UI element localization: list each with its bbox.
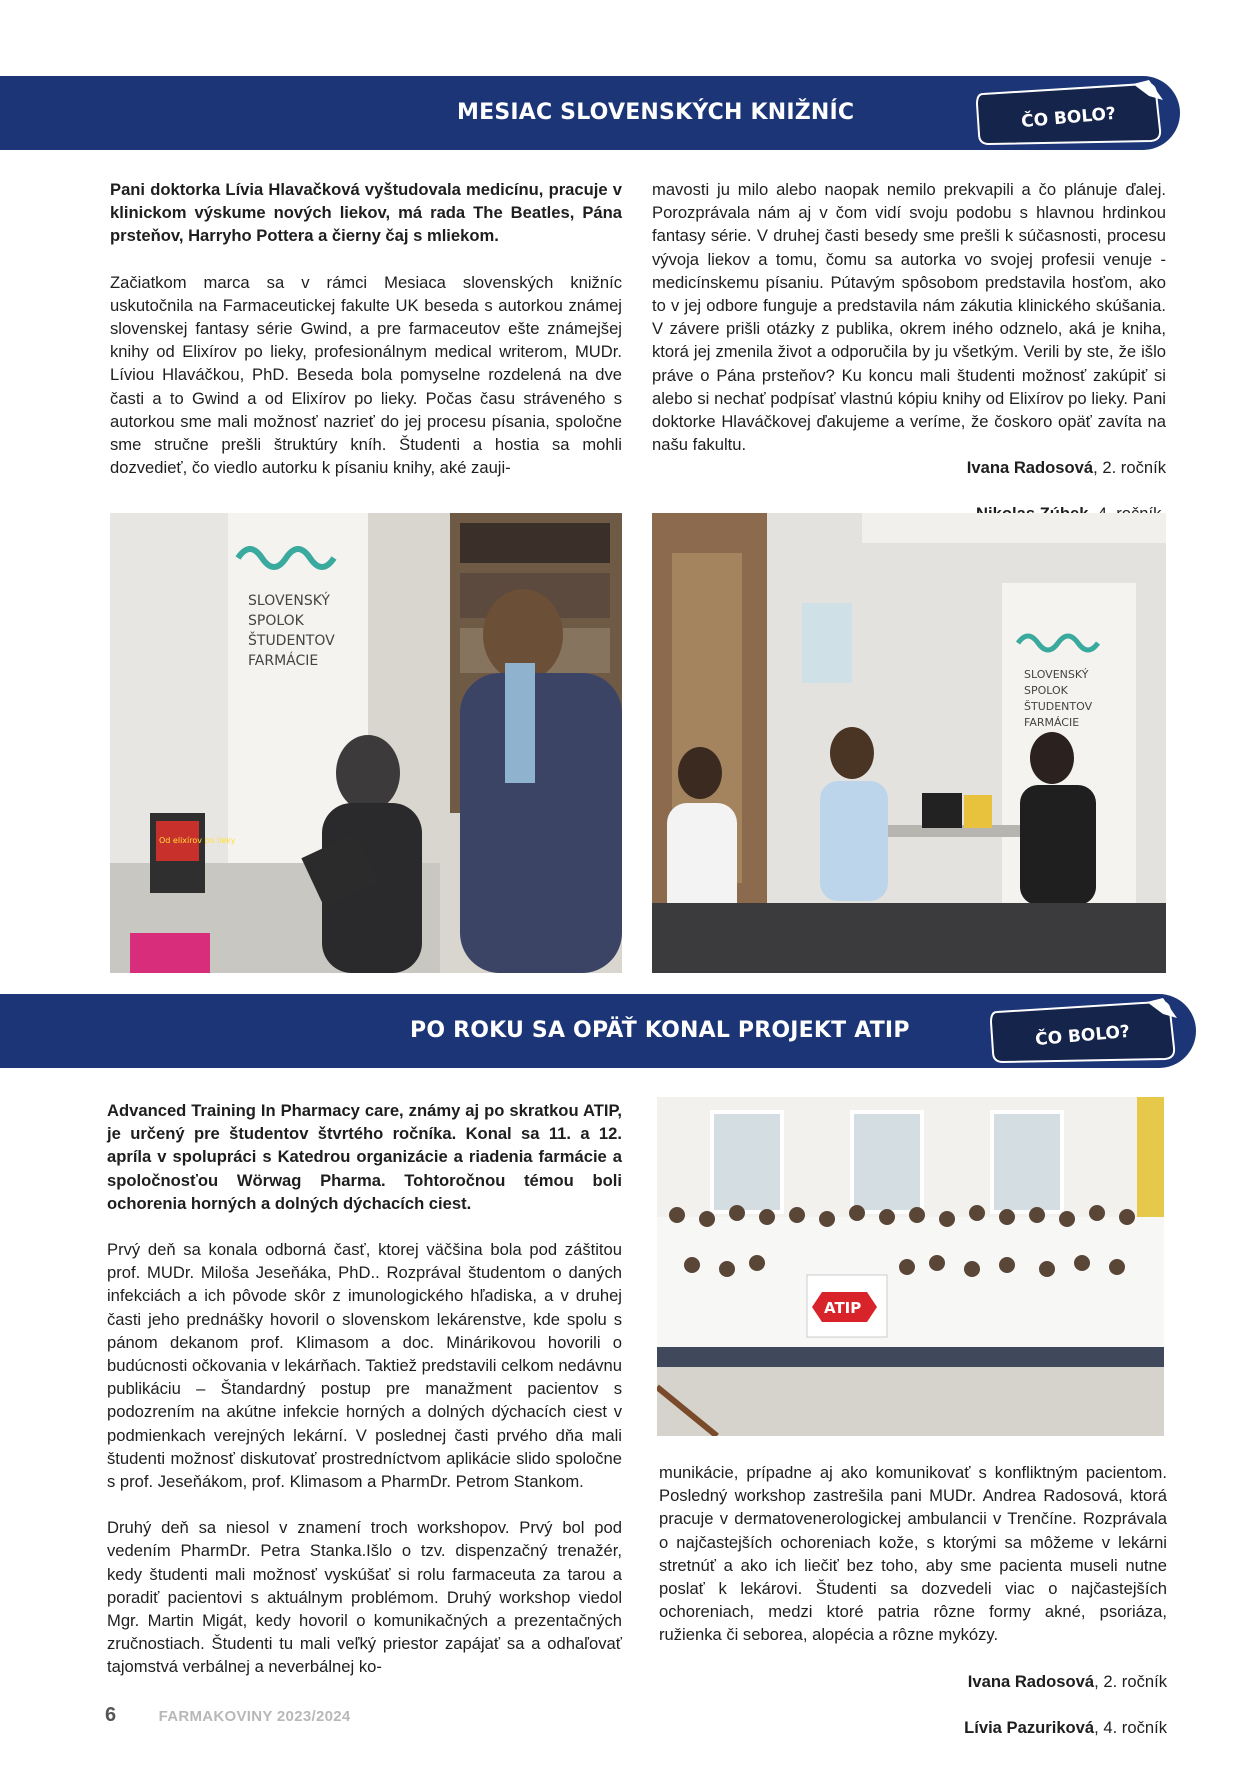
photo-discussion xyxy=(652,513,1166,973)
article1-body-right: mavosti ju milo alebo naopak nemilo prekvapili a čo plánuje ďalej. Porozprávala nám aj v čom vidí svoju podobu s hlavnou hrdinkou fantasy série. V druhej časti besedy sme prešli k súčasnosti, procesu vývoja liekov a tomu, čomu sa autorka vo svojej profesii venuje - medicínskemu písaniu. Pútavým spôsobom predstavila hosťom, ako to v jej odbore funguje a predstavila nám zákutia klinického skúšania. V závere prišli otázky z publika, okrem iného odznelo, aká je kniha, ktorá jej zmenila život a odporučila by ju všetkým. Verili by ste, že išlo práve o Pána prsteňov? Ku koncu mali študenti možnosť zakúpiť si alebo si nechať podpísať vlastnú kópiu knihy od Elixírov po lieky. Pani doktorke Hlaváčkovej ďakujeme a veríme, že čoskoro opäť zavíta na našu fakultu. xyxy=(652,180,1166,455)
article2-lead: Advanced Training In Pharmacy care, známy aj po skratkou ATIP, je určený pre študentov štvrtého ročníka. Konal sa 11. a 12. apríla v spolupráci s Katedrou organizácie a riadenia farmácie a spoločnosťou Wörwag Pharma. Tohtoročnou témou boli ochorenia horných a dolných dýchacích ciest. xyxy=(107,1101,622,1213)
page-number: 6 xyxy=(105,1704,117,1726)
author-line: Ivana Radosová, 2. ročník xyxy=(967,1671,1167,1691)
photo-atip-group xyxy=(657,1097,1164,1436)
section-title: PO ROKU SA OPÄŤ KONAL PROJEKT ATIP xyxy=(410,1018,910,1043)
article2-paragraph: Prvý deň sa konala odborná časť, ktorej väčšina bola pod záštitou prof. MUDr. Miloša Jeseňáka, PhD.. Rozprával študentom o daných infekciách a ich pôvode skôr z imunologického hľadiska, a v druhej časti jeho prednášky hovoril o slovenskom lekárenstve, kde spolu s pánom dekanom prof. Klimasom a doc. Minárikovou hovorili o budúcnosti očkovania v lekárňach. Taktiež predstavili celkom nedávnu publikáciu – Štandardný postup pre manažment pacientov s podozrením na akútne infekcie horných a dolných dýchacích ciest v podmienkach verejných lekární. V poslednej časti prvého dňa mali študenti možnosť diskutovať prostredníctvom aplikácie slido spoločne s prof. Jeseňákom, prof. Klimasom a PharmDr. Petrom Stankom. xyxy=(107,1240,622,1492)
author-line: Lívia Pazuriková, 4. ročník xyxy=(964,1717,1167,1737)
article1-lead: Pani doktorka Lívia Hlavačková vyštudovala medicínu, pracuje v klinickom výskume nových liekov, má rada The Beatles, Pána prsteňov, Harryho Pottera a čierny čaj s mliekom. xyxy=(110,180,622,246)
badge-label: ČO BOLO? xyxy=(1034,1021,1131,1051)
co-bolo-badge xyxy=(987,996,1187,1068)
article2-left-column xyxy=(107,1099,622,1702)
article1-right-column xyxy=(652,178,1166,548)
banner-line: SPOLOK xyxy=(248,613,304,629)
banner-line: ŠTUDENTOV xyxy=(248,633,335,649)
section-title: MESIAC SLOVENSKÝCH KNIŽNÍC xyxy=(457,100,855,125)
photo-book-signing xyxy=(110,513,622,973)
author-line: Ivana Radosová, 2. ročník xyxy=(966,458,1166,478)
co-bolo-badge xyxy=(973,78,1173,150)
badge-label: ČO BOLO? xyxy=(1020,103,1117,133)
atip-sign-text: ATIP xyxy=(824,1299,862,1317)
article2-right-column xyxy=(659,1461,1167,1762)
book-cover-text: Od elixírov po lieky xyxy=(159,836,236,845)
article1-left-column xyxy=(110,178,622,502)
publication-name: FARMAKOVINY 2023/2024 xyxy=(158,1708,351,1725)
banner-line: ŠTUDENTOV xyxy=(1024,700,1093,713)
banner-line: FARMÁCIE xyxy=(248,653,319,669)
banner-line: SLOVENSKÝ xyxy=(1024,668,1089,681)
page-footer xyxy=(105,1704,351,1727)
banner-line: SLOVENSKÝ xyxy=(248,593,330,609)
banner-line: SPOLOK xyxy=(1024,684,1068,697)
article2-body-right: munikácie, prípadne aj ako komunikovať s konfliktným pacientom. Posledný workshop zastrešila pani MUDr. Andrea Radosová, ktorá pracuje v dermatovenerologickej ambulancii v Trenčíne. Rozprávala o najčastejších ochoreniach kože, s ktorými sa môžeme v lekárni stretnúť a ako ich liečiť bez toho, aby sme pacienta museli nutne poslať k lekárovi. Študenti sa dozvedeli viac o najčastejších ochoreniach, medzi ktoré patria rôzne formy akné, psoriáza, ružienka či seborea, alopécia a rôzne mykózy. xyxy=(659,1463,1167,1645)
article2-paragraph: Druhý deň sa niesol v znamení troch workshopov. Prvý bol pod vedením PharmDr. Petra Stanka.Išlo o tzv. dispenzačný trenažér, kedy študenti mali možnosť vyskúšať si rolu farmaceuta za tarou a poradiť pacientovi s aktuálnym problémom. Druhý workshop viedol Mgr. Martin Migát, kedy hovoril o komunikačných a prezentačných zručnostiach. Študenti tu mali veľký priestor zapájať sa a odhaľovať tajomstvá verbálnej a neverbálnej ko- xyxy=(107,1518,622,1677)
banner-line: FARMÁCIE xyxy=(1024,716,1080,729)
article1-body-left: Začiatkom marca sa v rámci Mesiaca slovenských knižníc uskutočnila na Farmaceutickej fakulte UK beseda s autorkou známej slovenskej fantasy série Gwind, a pre farmaceutov ešte známejšej knihy od Elixírov po lieky, profesionálnym medical writerom, MUDr. Líviou Hlaváčkou, PhD. Beseda bola pomyselne rozdelená na dve časti a to Gwind a od Elixírov po lieky. Počas času stráveného s autorkou sme mali možnosť nazrieť do jej procesu písania, spoločne sme stručne prešli štruktúry kníh. Študenti a hostia sa mohli dozvedieť, čo viedlo autorku k písaniu knihy, aké zauji- xyxy=(110,272,622,478)
